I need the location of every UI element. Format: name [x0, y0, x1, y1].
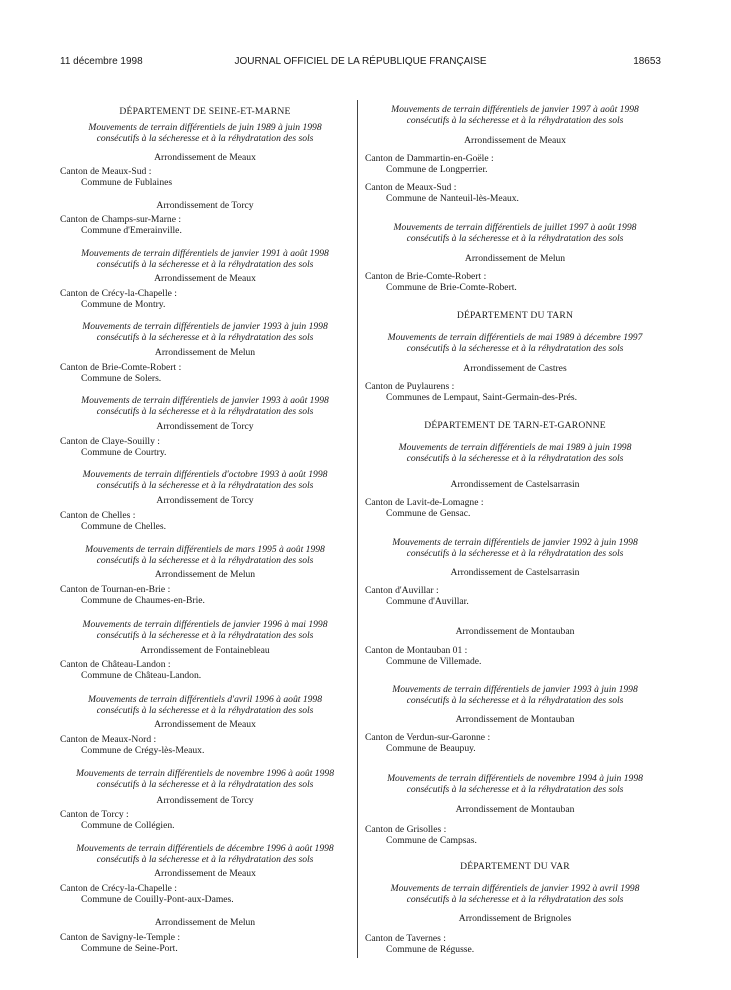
canton-line: Canton de Puylaurens :: [365, 381, 455, 392]
canton-line: Canton de Verdun-sur-Garonne :: [365, 732, 491, 743]
arrondissement-heading: Arrondissement de Torcy: [156, 495, 254, 506]
arrondissement-heading: Arrondissement de Melun: [464, 253, 566, 264]
arrondissement-heading: Arrondissement de Meaux: [154, 719, 256, 730]
commune-line: Commune de Longperrier.: [386, 164, 488, 175]
movement-period: Mouvements de terrain différentiels de janvier 1991 à août 1998: [81, 248, 329, 259]
canton-line: Canton de Chelles :: [60, 510, 136, 521]
arrondissement-heading: Arrondissement de Torcy: [156, 795, 254, 806]
canton-line: Canton de Brie-Comte-Robert :: [60, 362, 182, 373]
canton-line: Canton de Grisolles :: [365, 824, 447, 835]
commune-line: Commune de Montry.: [81, 299, 166, 310]
commune-line: Commune de Collégien.: [81, 820, 175, 831]
movement-heading: [60, 122, 350, 144]
commune-line: Commune de Courtry.: [81, 447, 167, 458]
movement-period: Mouvements de terrain différentiels de novembre 1996 à août 1998: [75, 768, 334, 779]
arrondissement-heading: Arrondissement de Meaux: [154, 152, 256, 163]
movement-heading: [365, 883, 665, 905]
arrondissement-heading: Arrondissement de Castelsarrasin: [450, 479, 580, 490]
movement-cause: consécutifs à la sécheresse et à la réhydratation des sols: [406, 894, 624, 905]
movement-heading: [60, 768, 350, 790]
page-header: [60, 56, 661, 70]
commune-line: Commune de Fublaines: [81, 177, 173, 188]
movement-period: Mouvements de terrain différentiels de janvier 1997 à août 1998: [391, 104, 639, 115]
commune-line: Commune de Gensac.: [386, 508, 471, 519]
commune-line: Commune de Campsas.: [386, 835, 477, 846]
movement-heading: [60, 694, 350, 716]
movement-heading: [60, 469, 350, 491]
arrondissement-heading: Arrondissement de Montauban: [455, 714, 575, 725]
arrondissement-heading: Arrondissement de Torcy: [156, 200, 254, 211]
movement-heading: [365, 537, 665, 559]
movement-period: Mouvements de terrain différentiels de mai 1989 à juin 1998: [398, 442, 632, 453]
movement-heading: [365, 442, 665, 464]
movement-cause: consécutifs à la sécheresse et à la réhydratation des sols: [96, 630, 314, 641]
canton-line: Canton de Dammartin-en-Goële :: [365, 153, 494, 164]
canton-line: Canton de Meaux-Sud :: [365, 182, 457, 193]
movement-period: Mouvements de terrain différentiels d'octobre 1993 à août 1998: [82, 469, 328, 480]
canton-line: Canton de Champs-sur-Marne :: [60, 214, 182, 225]
movement-cause: consécutifs à la sécheresse et à la réhydratation des sols: [96, 705, 314, 716]
movement-heading: [365, 222, 665, 244]
movement-cause: consécutifs à la sécheresse et à la réhydratation des sols: [96, 133, 314, 144]
commune-line: Commune de Beaupuy.: [386, 743, 476, 754]
movement-period: Mouvements de terrain différentiels de janvier 1992 à avril 1998: [390, 883, 640, 894]
commune-line: Commune de Villemade.: [386, 656, 482, 667]
arrondissement-heading: Arrondissement de Montauban: [455, 804, 575, 815]
canton-line: Canton d'Auvillar :: [365, 585, 439, 596]
movement-cause: consécutifs à la sécheresse et à la réhydratation des sols: [406, 453, 624, 464]
movement-heading: [60, 321, 350, 343]
commune-line: Commune de Chelles.: [81, 521, 166, 532]
movement-period: Mouvements de terrain différentiels de décembre 1996 à août 1998: [76, 843, 334, 854]
movement-cause: consécutifs à la sécheresse et à la réhydratation des sols: [96, 854, 314, 865]
canton-line: Canton de Montauban 01 :: [365, 645, 468, 656]
arrondissement-heading: Arrondissement de Castelsarrasin: [450, 567, 580, 578]
arrondissement-heading: Arrondissement de Castres: [463, 363, 567, 374]
commune-line: Commune de Solers.: [81, 373, 162, 384]
arrondissement-heading: Arrondissement de Montauban: [455, 626, 575, 637]
department-heading: DÉPARTEMENT DE TARN-ET-GARONNE: [424, 420, 606, 431]
movement-heading: [60, 619, 350, 641]
movement-heading: [60, 248, 350, 270]
commune-line: Commune de Couilly-Pont-aux-Dames.: [81, 894, 234, 905]
movement-heading: [60, 843, 350, 865]
canton-line: Canton de Tournan-en-Brie :: [60, 584, 171, 595]
movement-heading: [365, 684, 665, 706]
movement-period: Mouvements de terrain différentiels de juin 1989 à juin 1998: [88, 122, 322, 133]
commune-line: Commune d'Auvillar.: [386, 596, 469, 607]
commune-line: Commune de Seine-Port.: [81, 943, 178, 954]
movement-period: Mouvements de terrain différentiels de mai 1989 à décembre 1997: [387, 332, 643, 343]
commune-line: Commune de Château-Landon.: [81, 670, 202, 681]
movement-cause: consécutifs à la sécheresse et à la réhydratation des sols: [96, 779, 314, 790]
department-heading: DÉPARTEMENT DU VAR: [460, 861, 570, 872]
commune-line: Commune de Brie-Comte-Robert.: [386, 282, 517, 293]
canton-line: Canton de Meaux-Nord :: [60, 734, 157, 745]
movement-heading: [365, 773, 665, 795]
movement-cause: consécutifs à la sécheresse et à la réhydratation des sols: [406, 343, 624, 354]
movement-cause: consécutifs à la sécheresse et à la réhydratation des sols: [406, 548, 624, 559]
canton-line: Canton de Meaux-Sud :: [60, 166, 152, 177]
movement-period: Mouvements de terrain différentiels de novembre 1994 à juin 1998: [387, 773, 643, 784]
arrondissement-heading: Arrondissement de Meaux: [464, 135, 566, 146]
arrondissement-heading: Arrondissement de Melun: [154, 569, 256, 580]
movement-cause: consécutifs à la sécheresse et à la réhydratation des sols: [406, 784, 624, 795]
movement-heading: [365, 332, 665, 354]
canton-line: Canton de Lavit-de-Lomagne :: [365, 497, 484, 508]
column-divider: [357, 100, 358, 958]
movement-heading: [60, 544, 350, 566]
movement-period: Mouvements de terrain différentiels de juillet 1997 à août 1998: [393, 222, 637, 233]
movement-heading: [365, 104, 665, 126]
issue-date: 11 décembre 1998: [60, 56, 143, 67]
canton-line: Canton de Savigny-le-Temple :: [60, 932, 181, 943]
commune-line: Commune de Nanteuil-lès-Meaux.: [386, 193, 519, 204]
commune-line: Communes de Lempaut, Saint-Germain-des-Prés.: [386, 392, 578, 403]
page-number: 18653: [633, 56, 661, 67]
arrondissement-heading: Arrondissement de Melun: [154, 917, 256, 928]
canton-line: Canton de Tavernes :: [365, 933, 446, 944]
commune-line: Commune de Crégy-lès-Meaux.: [81, 745, 205, 756]
commune-line: Commune d'Emerainville.: [81, 225, 182, 236]
movement-heading: [60, 395, 350, 417]
movement-period: Mouvements de terrain différentiels d'avril 1996 à août 1998: [87, 694, 323, 705]
canton-line: Canton de Crécy-la-Chapelle :: [60, 883, 177, 894]
arrondissement-heading: Arrondissement de Fontainebleau: [140, 645, 270, 656]
canton-line: Canton de Château-Landon :: [60, 659, 171, 670]
arrondissement-heading: Arrondissement de Meaux: [154, 273, 256, 284]
canton-line: Canton de Torcy :: [60, 809, 129, 820]
movement-cause: consécutifs à la sécheresse et à la réhydratation des sols: [96, 555, 314, 566]
journal-title: JOURNAL OFFICIEL DE LA RÉPUBLIQUE FRANÇAISE: [234, 56, 487, 67]
arrondissement-heading: Arrondissement de Meaux: [154, 868, 256, 879]
movement-period: Mouvements de terrain différentiels de janvier 1992 à juin 1998: [392, 537, 638, 548]
movement-cause: consécutifs à la sécheresse et à la réhydratation des sols: [96, 406, 314, 417]
movement-cause: consécutifs à la sécheresse et à la réhydratation des sols: [406, 233, 624, 244]
movement-cause: consécutifs à la sécheresse et à la réhydratation des sols: [96, 259, 314, 270]
department-heading: DÉPARTEMENT DU TARN: [456, 310, 574, 321]
movement-period: Mouvements de terrain différentiels de janvier 1993 à août 1998: [81, 395, 329, 406]
movement-cause: consécutifs à la sécheresse et à la réhydratation des sols: [96, 480, 314, 491]
movement-cause: consécutifs à la sécheresse et à la réhydratation des sols: [406, 115, 624, 126]
movement-cause: consécutifs à la sécheresse et à la réhydratation des sols: [96, 332, 314, 343]
movement-period: Mouvements de terrain différentiels de janvier 1993 à juin 1998: [392, 684, 638, 695]
canton-line: Canton de Crécy-la-Chapelle :: [60, 288, 177, 299]
movement-cause: consécutifs à la sécheresse et à la réhydratation des sols: [406, 695, 624, 706]
commune-line: Commune de Régusse.: [386, 944, 475, 955]
movement-period: Mouvements de terrain différentiels de mars 1995 à août 1998: [85, 544, 325, 555]
movement-period: Mouvements de terrain différentiels de janvier 1993 à juin 1998: [82, 321, 328, 332]
canton-line: Canton de Claye-Souilly :: [60, 436, 160, 447]
arrondissement-heading: Arrondissement de Brignoles: [458, 913, 572, 924]
movement-period: Mouvements de terrain différentiels de janvier 1996 à mai 1998: [82, 619, 328, 630]
arrondissement-heading: Arrondissement de Torcy: [156, 421, 254, 432]
department-heading: DÉPARTEMENT DE SEINE-ET-MARNE: [119, 106, 291, 117]
commune-line: Commune de Chaumes-en-Brie.: [81, 595, 205, 606]
arrondissement-heading: Arrondissement de Melun: [154, 347, 256, 358]
canton-line: Canton de Brie-Comte-Robert :: [365, 271, 487, 282]
